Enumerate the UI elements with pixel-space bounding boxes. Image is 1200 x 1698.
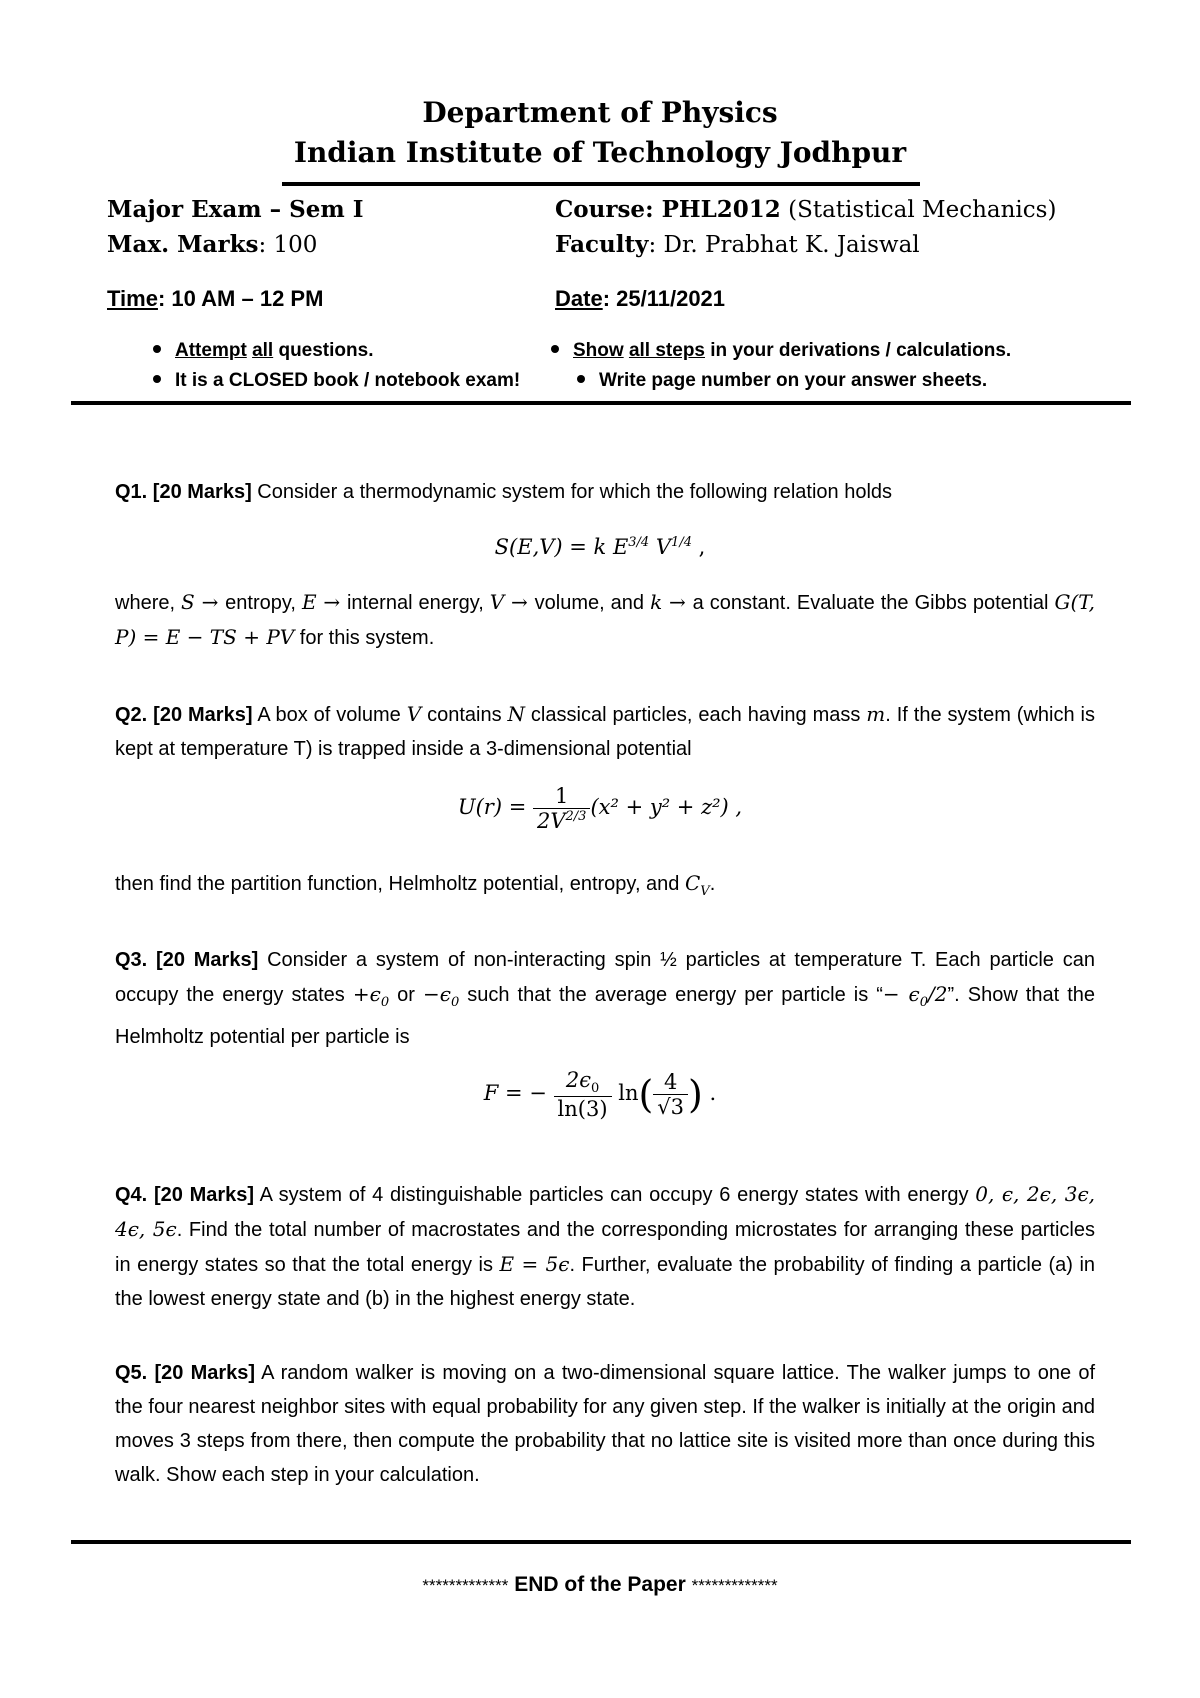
instruction-closed-book: It is a CLOSED book / notebook exam! <box>153 370 520 392</box>
q2-equation: U(r) = $\frac{1}{2V^{2/3}}$ (x² + y² + z²) , <box>457 784 743 833</box>
exam-date: Date: 25/11/2021 <box>555 286 726 311</box>
faculty-info: Faculty: Dr. Prabhat K. Jaiswal <box>555 231 920 258</box>
instruction-page-number: Write page number on your answer sheets. <box>577 370 987 392</box>
fraction: $\frac{1}{2V^{2/3}}$ <box>533 784 590 833</box>
question-2: Q2. [20 Marks] A box of volume V contains N classical particles, each having mass m. If the system (which is kept at temperature T) is trapped inside a 3-dimensional potential <box>115 702 1095 760</box>
exam-label: Major Exam – Sem I <box>107 196 364 223</box>
fraction: $\frac{2\epsilon_0}{\ln(3)}$ <box>554 1068 612 1121</box>
department-title: Department of Physics <box>422 96 778 129</box>
bullet-icon <box>153 375 161 383</box>
header-divider <box>282 182 920 186</box>
instructions-divider <box>71 401 1131 405</box>
instruction-show-steps: Show all steps in your derivations / calculations. <box>551 340 1011 362</box>
question-1: Q1. [20 Marks] Consider a thermodynamic system for which the following relation holds <box>115 481 893 503</box>
question-1-body: where, S → entropy, E → internal energy, V → volume, and k → a constant. Evaluate the Gibbs potential G(T, P) = E − TS + PV for this system. <box>115 590 1096 649</box>
question-4: Q4. [20 Marks] A system of 4 distinguishable particles can occupy 6 energy states with energy 0, ϵ, 2ϵ, 3ϵ, 4ϵ, 5ϵ. Find the total number of macrostates and the corresponding microstates for arranging these particles in energy states so that the total energy is E = 5ϵ. Further, evaluate the probability of finding a particle (a) in the lowest energy state and (b) in the highest energy state. <box>115 1182 1096 1310</box>
q3-equation: F = − $\frac{2\epsilon_0}{\ln(3)}$ ln( $\frac{4}{√3}$ ) . <box>483 1068 717 1122</box>
bullet-icon <box>577 375 585 383</box>
instruction-attempt-all: Attempt all questions. <box>153 340 373 362</box>
question-3: Q3. [20 Marks] Consider a system of non-interacting spin ½ particles at temperature T. Each particle can occupy the energy states $+\epsilon_0$ or $-\epsilon_0$ such that the average energy per particle is “− $\epsilon_0/2$”. Show that the Helmholtz potential per particle is <box>115 949 1096 1048</box>
question-2-body: then find the partition function, Helmholtz potential, entropy, and $C_V$. <box>115 871 716 899</box>
question-5: Q5. [20 Marks] A random walker is moving on a two-dimensional square lattice. The walker jumps to one of the four nearest neighbor sites with equal probability for any given step. If the walker is initially at the origin and moves 3 steps from there, then compute the probability that no lattice site is visited more than once during this walk. Show each step in your calculation. <box>115 1362 1096 1486</box>
course-info: Course: PHL2012 (Statistical Mechanics) <box>555 196 1057 223</box>
fraction: $\frac{4}{√3}$ <box>653 1070 688 1119</box>
bullet-icon <box>153 345 161 353</box>
q1-equation: S(E,V) = k $E^{3/4}$ $V^{1/4}$ , <box>494 535 706 559</box>
max-marks: Max. Marks: 100 <box>107 231 318 258</box>
exam-time: Time: 10 AM – 12 PM <box>107 286 324 311</box>
bullet-icon <box>551 345 559 353</box>
footer-divider <box>71 1540 1131 1544</box>
institute-title: Indian Institute of Technology Jodhpur <box>293 136 907 169</box>
end-of-paper: ************* END of the Paper ************* <box>422 1573 778 1596</box>
